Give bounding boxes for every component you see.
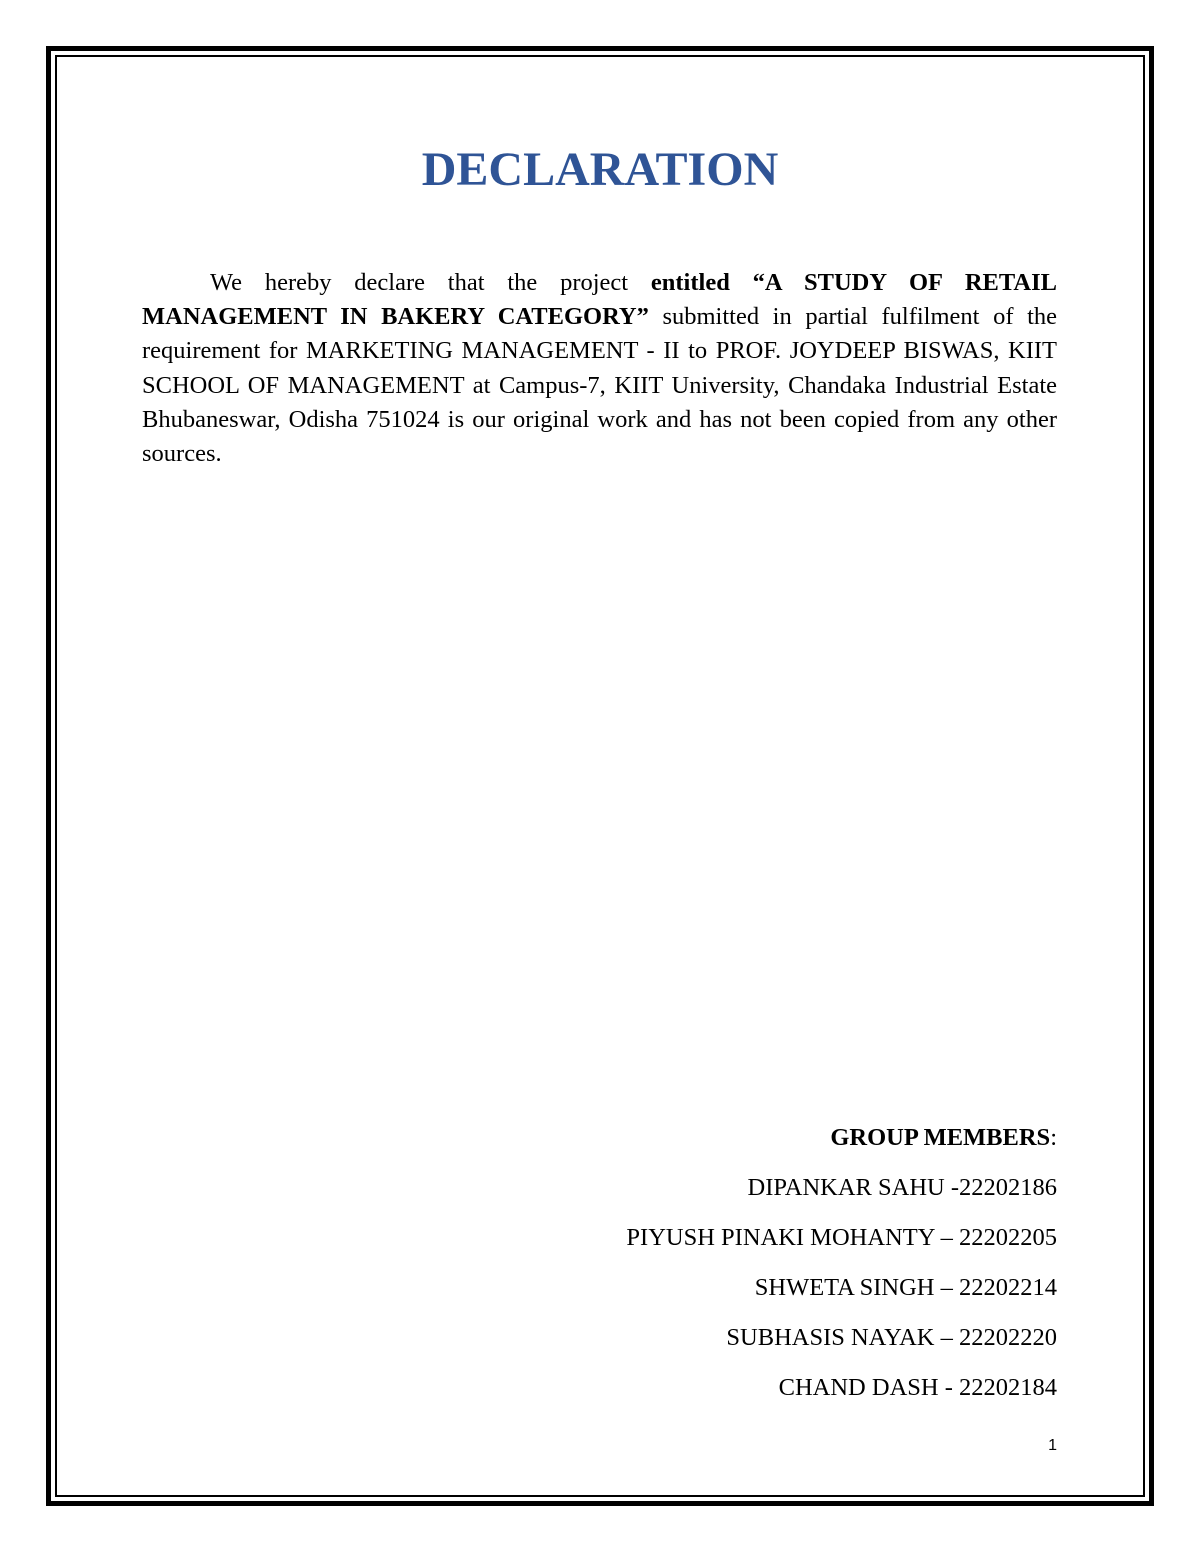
page-number: 1	[1048, 1437, 1057, 1454]
declaration-paragraph	[142, 266, 1057, 471]
group-members-heading-line	[626, 1120, 1057, 1170]
group-member: DIPANKAR SAHU -22202186	[747, 1174, 1057, 1201]
declaration-text-intro: We hereby declare that the project	[210, 269, 651, 296]
group-members-heading: GROUP MEMBERS	[830, 1124, 1051, 1151]
group-member: PIYUSH PINAKI MOHANTY – 22202205	[626, 1224, 1057, 1251]
group-member: SUBHASIS NAYAK – 22202220	[726, 1324, 1057, 1351]
declaration-text-body: submitted in partial fulfilment of the requirement for MARKETING MANAGEMENT - II to PROF. JOYDEEP BISWAS, KIIT SCHOOL OF MANAGEMENT at Campus-7, KIIT University, Chandaka Industrial Estate Bhubaneswar, Odisha 751024 is our original work and has not been copied from any other sources.	[142, 303, 1057, 468]
page-title: DECLARATION	[421, 143, 779, 196]
group-member: SHWETA SINGH – 22202214	[754, 1274, 1057, 1301]
group-members-heading-colon: :	[1050, 1124, 1057, 1151]
project-title: entitled “A STUDY OF RETAIL MANAGEMENT IN BAKERY CATEGORY”	[142, 269, 1057, 331]
group-member: CHAND DASH - 22202184	[778, 1374, 1057, 1401]
group-members-block	[626, 1120, 1057, 1420]
